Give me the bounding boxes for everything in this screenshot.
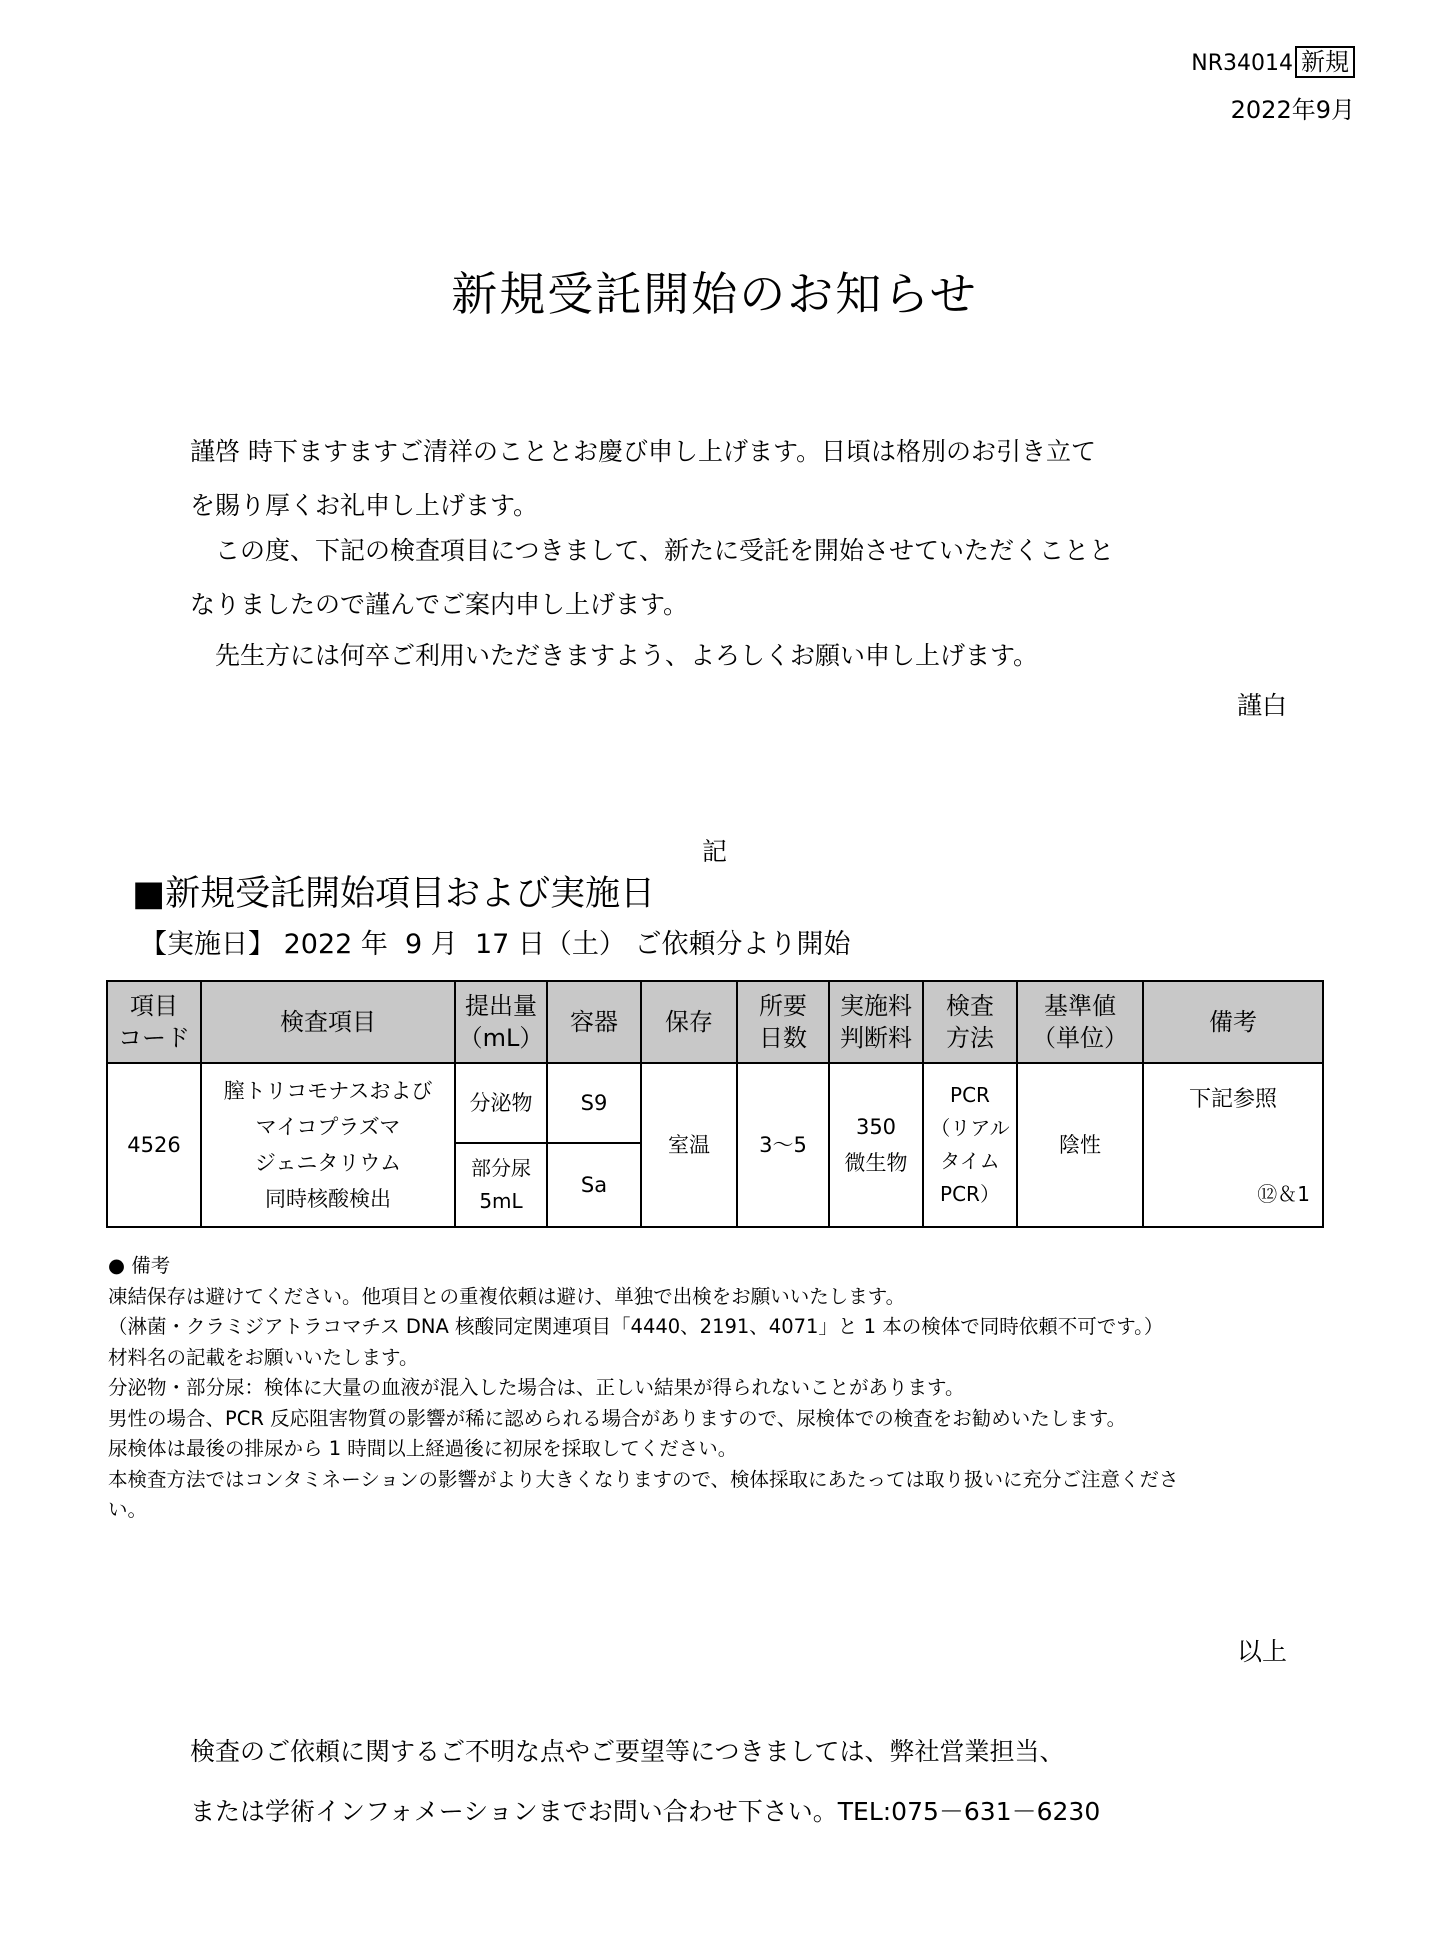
cell-code: 4526 bbox=[107, 1063, 201, 1227]
greeting-line-5: 先生方には何卒ご利用いただきますよう、よろしくお願い申し上げます。 bbox=[190, 641, 1039, 670]
cell-reference: 陰性 bbox=[1017, 1063, 1143, 1227]
note-line: 材料名の記載をお願いいたします。 bbox=[108, 1345, 419, 1369]
cell-remarks bbox=[1143, 1063, 1323, 1227]
header-item: 検査項目 bbox=[201, 981, 455, 1063]
header-fee: 実施料 判断料 bbox=[829, 981, 923, 1063]
greeting-line-4: なりましたので謹んでご案内申し上げます。 bbox=[190, 590, 689, 619]
header-storage: 保存 bbox=[641, 981, 737, 1063]
closing-kinpaku: 謹白 bbox=[1236, 691, 1287, 720]
notes-title: ● 備考 bbox=[108, 1254, 171, 1277]
new-badge: 新規 bbox=[1295, 46, 1355, 78]
header-reference: 基準値 （単位） bbox=[1017, 981, 1143, 1063]
header-method: 検査 方法 bbox=[923, 981, 1017, 1063]
note-line: 本検査方法ではコンタミネーションの影響がより大きくなりますので、検体採取にあたっては取り扱いに充分ご注意くださ bbox=[108, 1467, 1179, 1491]
cell-storage: 室温 bbox=[641, 1063, 737, 1227]
cell-container-sa: Sa bbox=[547, 1143, 641, 1227]
note-line: い。 bbox=[108, 1498, 148, 1521]
header-days: 所要 日数 bbox=[737, 981, 829, 1063]
cell-volume-urine: 部分尿 5mL bbox=[455, 1143, 547, 1227]
note-line: 尿検体は最後の排尿から 1 時間以上経過後に初尿を採取してください。 bbox=[108, 1437, 738, 1460]
footer-line-2: または学術インフォメーションまでお問い合わせ下さい。TEL:075－631－6230 bbox=[190, 1797, 1101, 1826]
remarks-code: ⑫＆1 bbox=[1257, 1182, 1310, 1206]
greeting-line-3: この度、下記の検査項目につきまして、新たに受託を開始させていただくことと bbox=[190, 536, 1115, 565]
test-items-table bbox=[106, 980, 1324, 1228]
page-title: 新規受託開始のお知らせ bbox=[451, 267, 978, 321]
greeting-line-1: 謹啓 時下ますますご清祥のこととお慶び申し上げます。日頃は格別のお引き立て bbox=[190, 437, 1096, 466]
cell-item: 膣トリコモナスおよび マイコプラズマ ジェニタリウム 同時核酸検出 bbox=[201, 1063, 455, 1227]
cell-volume-secretion: 分泌物 bbox=[455, 1063, 547, 1143]
header-container: 容器 bbox=[547, 981, 641, 1063]
cell-fee: 350 微生物 bbox=[829, 1063, 923, 1227]
section-title: ■新規受託開始項目および実施日 bbox=[132, 874, 656, 914]
doc-number-text: NR34014 bbox=[1191, 51, 1293, 76]
cell-container-s9: S9 bbox=[547, 1063, 641, 1143]
document-date: 2022年9月 bbox=[1230, 96, 1355, 124]
implementation-date: 【実施日】 2022 年 9 月 17 日（土） ご依頼分より開始 bbox=[140, 929, 851, 960]
footer-line-1: 検査のご依頼に関するご不明な点やご要望等につきましては、弊社営業担当、 bbox=[190, 1737, 1065, 1766]
header-volume: 提出量 （mL） bbox=[455, 981, 547, 1063]
end-mark: 以上 bbox=[1236, 1637, 1287, 1666]
note-line: 分泌物・部分尿：検体に大量の血液が混入した場合は、正しい結果が得られないことがあります。 bbox=[108, 1376, 965, 1399]
note-line: （淋菌・クラミジアトラコマチス DNA 核酸同定関連項目「4440、2191、4071」と 1 本の検体で同時依頼不可です。） bbox=[108, 1315, 1164, 1338]
remarks-see-below: 下記参照 bbox=[1188, 1087, 1277, 1112]
cell-days: 3～5 bbox=[737, 1063, 829, 1227]
cell-method: PCR （リアル タイム PCR） bbox=[923, 1063, 1017, 1227]
header-remarks: 備考 bbox=[1143, 981, 1323, 1063]
header-code: 項目 コード bbox=[107, 981, 201, 1063]
note-line: 男性の場合、PCR 反応阻害物質の影響が稀に認められる場合がありますので、尿検体での検査をお勧めいたします。 bbox=[108, 1406, 1127, 1430]
note-line: 凍結保存は避けてください。他項目との重複依頼は避け、単独で出検をお願いいたします。 bbox=[108, 1284, 906, 1308]
table-row bbox=[107, 1063, 1323, 1143]
table-header-row bbox=[107, 981, 1323, 1063]
notes-section bbox=[108, 1251, 1348, 1526]
document-number bbox=[1191, 46, 1355, 80]
ki-mark: 記 bbox=[701, 837, 727, 866]
greeting-line-2: を賜り厚くお礼申し上げます。 bbox=[190, 491, 539, 520]
